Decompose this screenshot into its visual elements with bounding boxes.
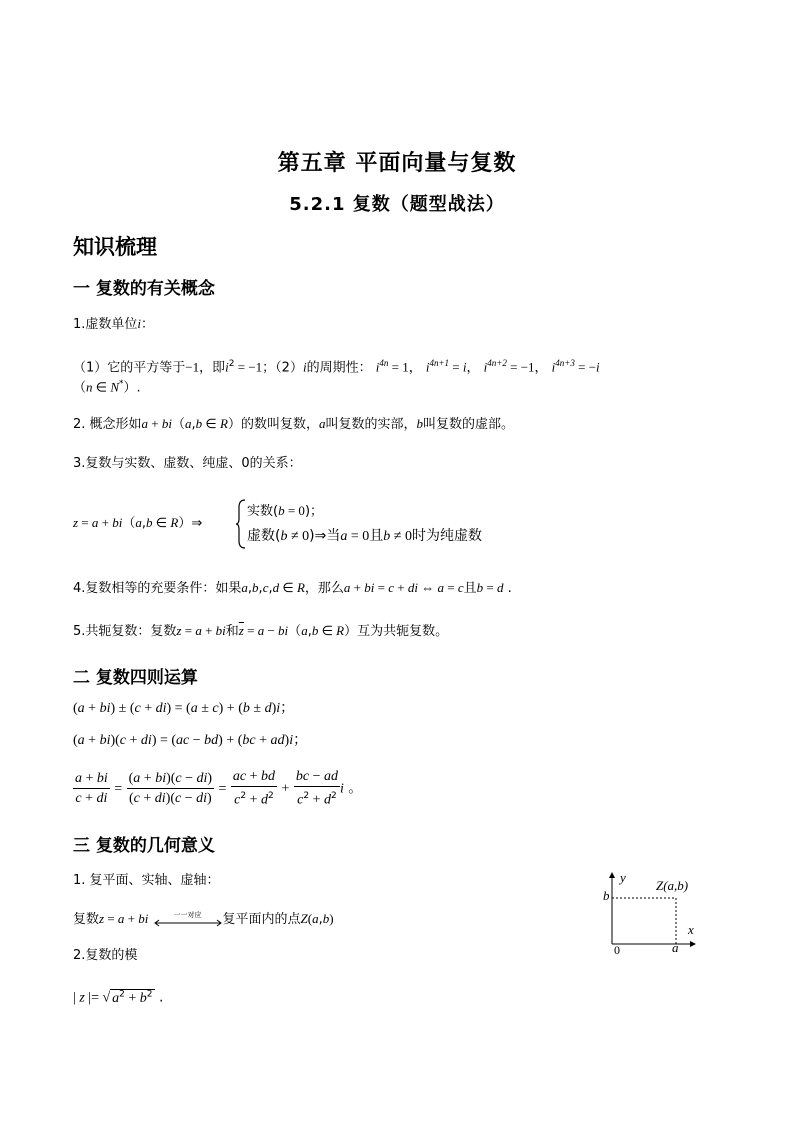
knowledge-heading: 知识梳理 xyxy=(73,235,157,259)
section-heading-concepts: 一 复数的有关概念 xyxy=(73,279,215,299)
diagram-b-tick: b xyxy=(603,888,610,903)
item-relation-heading: 3.复数与实数、虚数、纯虚、0的关系： xyxy=(73,456,302,471)
double-arrow-icon xyxy=(153,919,223,927)
item-complex-plane: 1. 复平面、实轴、虚轴： xyxy=(73,873,220,888)
one-to-one-label: 一一对应 xyxy=(173,910,202,919)
item-imaginary-unit-detail: （1）它的平方等于−1，即$i^2 = -1$；（2）i的周期性： $i^{4n} = 1$， $i^{4n+1} = i$， $i^{4n+2} = -1$， $i^{4n+3} = -i$ xyxy=(73,358,600,376)
item-imaginary-unit-domain: （n ∈ N*）. xyxy=(73,379,141,396)
item-correspondence: 复数z = a + bi 一一对应 复平面内的点Z(a,b) xyxy=(73,910,334,929)
item-equality: 4.复数相等的充要条件：如果a,b,c,d ∈ R，那么a + bi = c + di ⇔ a = c且b = d . xyxy=(73,580,512,596)
formula-modulus: | z |= √ $a^2 + b^2$ . xyxy=(73,989,164,1006)
item-conjugate: 5.共轭复数：复数z = a + bi和$\overline{z} = a - bi(a,b$ ∈ R）互为共轭复数。 xyxy=(73,623,449,639)
item-complex-definition: 2. 概念形如a + bi（a,b ∈ R）的数叫复数，a叫复数的实部，b叫复数的虚部。 xyxy=(73,416,515,432)
item-relation-formula: z = a + bi（a,b ∈ R）⇒ xyxy=(73,515,203,531)
case-real: 实数(b = 0)； xyxy=(247,503,324,519)
formula-add-sub: (a + bi) ± (c + di) = (a ± c) + (b ± d)i； xyxy=(73,700,295,716)
formula-divide: $\frac{a + bi}{c + di}$ = $\frac{(a + bi)(c - di)}{(c + di)(c - di)}$ = $\frac{ac + bd}{c^2 + d^2}$ + $\frac{bc - ad}{c^2 + d^2}$ i 。 xyxy=(75,769,363,808)
diagram-y-label: y xyxy=(620,870,626,885)
diagram-a-tick: a xyxy=(672,940,679,955)
case-imaginary: 虚数(b ≠ 0)⇒当a = 0且b ≠ 0时为纯虚数 xyxy=(247,528,482,544)
case-brace xyxy=(236,499,246,549)
chapter-title: 第五章 平面向量与复数 xyxy=(277,151,517,176)
diagram-x-label: x xyxy=(688,922,694,937)
diagram-point-label: Z(a,b) xyxy=(656,878,689,893)
section-heading-operations: 二 复数四则运算 xyxy=(73,668,198,688)
section-subtitle: 5.2.1 复数（题型战法） xyxy=(289,194,505,215)
formula-multiply: (a + bi)(c + di) = (ac − bd) + (bc + ad)i； xyxy=(73,732,308,748)
item-imaginary-unit: 1.虚数单位i： xyxy=(73,316,155,332)
item-modulus-heading: 2.复数的模 xyxy=(73,948,138,963)
diagram-origin: 0 xyxy=(614,943,620,957)
section-heading-geometry: 三 复数的几何意义 xyxy=(73,836,215,856)
